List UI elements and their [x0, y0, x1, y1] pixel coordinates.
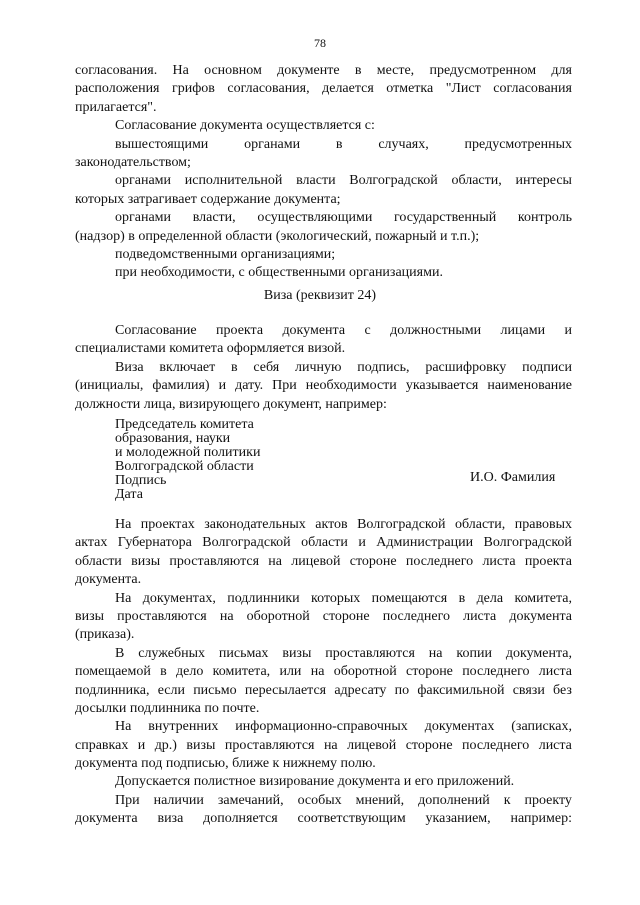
text-line [75, 645, 572, 663]
word: соответствующим [297, 811, 406, 827]
word: проставляются [169, 553, 260, 569]
word: интересы [515, 173, 572, 189]
word: указывается [405, 378, 479, 394]
word: подведомственными организациями; [115, 246, 336, 262]
word: лицевой [291, 553, 341, 569]
text-line [75, 608, 572, 626]
word: Волгоградской [202, 535, 291, 551]
word: расшифровку [425, 359, 507, 375]
text-line [75, 264, 572, 282]
text-line [75, 718, 572, 736]
word: включает [159, 359, 216, 375]
word: помещаются [371, 590, 448, 606]
word: в [160, 664, 167, 680]
word: дополняется [203, 811, 278, 827]
text-line [75, 340, 572, 358]
word: документе [277, 63, 340, 78]
word: или [279, 664, 302, 680]
word: проекта [524, 553, 572, 569]
word: согласования, [227, 81, 310, 97]
word: случаях, [378, 136, 429, 152]
text-line [75, 246, 572, 264]
visa-line: Дата [115, 487, 143, 502]
text-line [75, 773, 572, 791]
word: последнего [462, 664, 530, 680]
visa-example [115, 418, 260, 502]
word: в [354, 63, 362, 78]
word: (записках, [511, 719, 572, 735]
word: на [219, 608, 234, 624]
word: оборотной [333, 664, 397, 680]
word: пересылается [244, 682, 327, 698]
text-line [75, 228, 572, 246]
word: проставляются [325, 645, 415, 661]
word: если [157, 682, 185, 698]
word: стороне [406, 664, 453, 680]
word: и [564, 323, 572, 338]
text-line [75, 737, 572, 755]
word: документах [424, 719, 495, 735]
word: последнего [405, 553, 474, 569]
word: комитета, [212, 664, 271, 680]
word: проекта [216, 323, 264, 338]
visa-line: Волгоградской области [115, 459, 254, 474]
word: документа [282, 323, 346, 338]
word: листа [538, 737, 572, 753]
word: личную [295, 359, 342, 375]
word: для [551, 63, 572, 78]
word: контроль [517, 210, 572, 226]
word: визы [75, 608, 105, 624]
text-line [75, 154, 572, 172]
word: (надзор) в определенной области (экологический, пожарный и т.п.); [75, 228, 480, 244]
word: дела [476, 590, 504, 606]
word: проектах [140, 517, 195, 532]
word: наличии [153, 792, 204, 808]
text-line [75, 99, 572, 117]
word: и [137, 737, 146, 753]
text-line [75, 136, 572, 154]
word: которых [311, 590, 361, 606]
word: расположения [75, 81, 160, 97]
word: с [364, 323, 371, 338]
visa-line: образования, науки [115, 431, 231, 446]
word: делается [322, 81, 374, 97]
word: на [323, 737, 338, 753]
word: информационно-справочных [235, 719, 408, 735]
word: "Лист [445, 81, 481, 97]
word: предусмотренном [429, 63, 537, 78]
word: подлинника, [75, 682, 150, 698]
word: листа [463, 608, 497, 624]
text-line [75, 377, 572, 395]
word: на [428, 645, 443, 661]
word: На [115, 517, 132, 532]
word: области, [454, 517, 506, 532]
word: исполнительной [184, 173, 283, 189]
word: На [115, 719, 132, 735]
word: законодательством; [75, 154, 191, 170]
word: по [394, 682, 410, 698]
word: специалистами комитета оформляется визой. [75, 341, 346, 357]
text-line [75, 117, 572, 135]
word: замечаний, [217, 792, 284, 808]
word: области, [451, 173, 502, 189]
word: мнений, [355, 792, 405, 808]
word: отметка [386, 81, 434, 97]
word: стороне [349, 553, 397, 569]
text-line [75, 792, 572, 810]
word: проекту [524, 792, 572, 808]
word: в [458, 590, 466, 606]
text-line [75, 322, 572, 340]
word: фамилия) [152, 378, 210, 394]
word: осуществляющими [257, 210, 373, 226]
word: При [115, 792, 140, 808]
word: (приказа). [75, 627, 135, 643]
text-line [75, 663, 572, 681]
text-line [75, 553, 572, 571]
word: которых затрагивает содержание документа; [75, 191, 341, 207]
word: органами [115, 173, 172, 189]
word: дело [176, 664, 204, 680]
word: подпись, [357, 359, 410, 375]
text-line [75, 209, 572, 227]
word: визы [131, 553, 161, 569]
word: визы [282, 645, 312, 661]
word: Волгоградской [357, 517, 446, 532]
word: актов [315, 517, 348, 532]
word: документа [75, 811, 138, 827]
word: последнего [461, 737, 530, 753]
word: должности лица, визирующего документ, например: [75, 396, 387, 412]
word: стороне [322, 608, 370, 624]
text-line [75, 682, 572, 700]
word: проставляются [224, 737, 315, 753]
word: справках [75, 737, 129, 753]
word: виза [157, 811, 184, 827]
word: комитета, [514, 590, 572, 606]
word: документа [509, 608, 572, 624]
word: государственный [394, 210, 497, 226]
word: особых [297, 792, 342, 808]
word: власти [296, 173, 336, 189]
word: указанием, [425, 811, 491, 827]
word: стороне [405, 737, 453, 753]
word: проставляются [117, 608, 207, 624]
text-line [75, 590, 572, 608]
word: согласования [493, 81, 572, 97]
word: Виза [115, 359, 144, 375]
word: др.) [154, 737, 177, 753]
word: лицами [500, 323, 546, 338]
word: листа [538, 664, 572, 680]
word: листа [482, 553, 516, 569]
visa-example-name: И.О. Фамилия [470, 470, 556, 485]
word: подписи [522, 359, 572, 375]
word: последнего [382, 608, 450, 624]
text-line [75, 191, 572, 209]
word: Согласование документа осуществляется с: [115, 118, 375, 134]
text-line [75, 626, 572, 644]
text-line [75, 755, 572, 773]
visa-line: и молодежной политики [115, 445, 261, 460]
word: внутренних [148, 719, 219, 735]
word: например: [510, 811, 572, 827]
word: На [172, 63, 189, 78]
word: служебных [138, 645, 205, 661]
word: себя [253, 359, 280, 375]
word: основном [204, 63, 262, 78]
paragraph-block-approval [75, 62, 572, 283]
word: должностными [390, 323, 482, 338]
word: на [310, 664, 325, 680]
word: Губернатора [117, 535, 192, 551]
word: без [553, 682, 572, 698]
word: документа, [505, 645, 572, 661]
word: при необходимости, с общественными организациями. [115, 265, 443, 281]
word: грифов [171, 81, 215, 97]
page-number: 78 [314, 36, 326, 50]
word: предусмотренных [464, 136, 572, 152]
word: адресату [334, 682, 387, 698]
text-line [75, 80, 572, 98]
text-line [75, 700, 572, 718]
word: и [218, 378, 227, 394]
word: документа под подписью, ближе к нижнему полю. [75, 756, 376, 772]
word: В [115, 645, 125, 661]
word: Допускается полистное визирование документа и его приложений. [115, 774, 515, 790]
word: подлинники [227, 590, 300, 606]
word: Администрации [376, 535, 474, 551]
word: связи [512, 682, 545, 698]
paragraph-block-placement [75, 516, 572, 829]
word: досылки подлинника по почте. [75, 700, 260, 716]
word: (инициалы, [75, 378, 144, 394]
word: письмах [218, 645, 269, 661]
text-line [75, 516, 572, 534]
text-line [75, 62, 572, 80]
word: на [268, 553, 283, 569]
visa-line: Подпись [115, 473, 167, 488]
word: наименование [487, 378, 572, 394]
word: факсимильной [417, 682, 505, 698]
word: Волгоградской [483, 535, 572, 551]
word: области [75, 553, 122, 569]
word: области [301, 535, 348, 551]
text-line [75, 571, 572, 589]
word: актах [75, 535, 108, 551]
word: копии [456, 645, 492, 661]
word: помещаемой [75, 664, 151, 680]
word: оборотной [246, 608, 310, 624]
word: письмо [193, 682, 237, 698]
word: и [358, 535, 366, 551]
word: правовых [514, 517, 572, 532]
word: власти, [192, 210, 236, 226]
text-line [75, 172, 572, 190]
word: документах, [142, 590, 216, 606]
word: лицевой [347, 737, 397, 753]
word: органами [244, 136, 301, 152]
word: в [335, 136, 343, 152]
word: дату. [235, 378, 264, 394]
section-heading: Виза (реквизит 24) [263, 288, 377, 303]
word: Волгоградской [349, 173, 438, 189]
word: документа. [75, 572, 142, 588]
word: необходимости [305, 378, 397, 394]
text-line [75, 396, 572, 414]
visa-line: Председатель комитета [115, 417, 254, 432]
word: месте, [376, 63, 415, 78]
word: вышестоящими [115, 136, 209, 152]
word: органами [115, 210, 172, 226]
word: На [115, 590, 132, 606]
word: в [231, 359, 238, 375]
text-line [75, 810, 572, 828]
word: визы [186, 737, 216, 753]
word: При [272, 378, 297, 394]
text-line [75, 534, 572, 552]
word: прилагается". [75, 99, 157, 115]
word: дополнений [418, 792, 490, 808]
word: Согласование [115, 323, 197, 338]
paragraph-block-visa [75, 322, 572, 414]
word: согласования. [75, 63, 158, 78]
text-line [75, 359, 572, 377]
word: к [503, 792, 511, 808]
word: законодательных [204, 517, 306, 532]
